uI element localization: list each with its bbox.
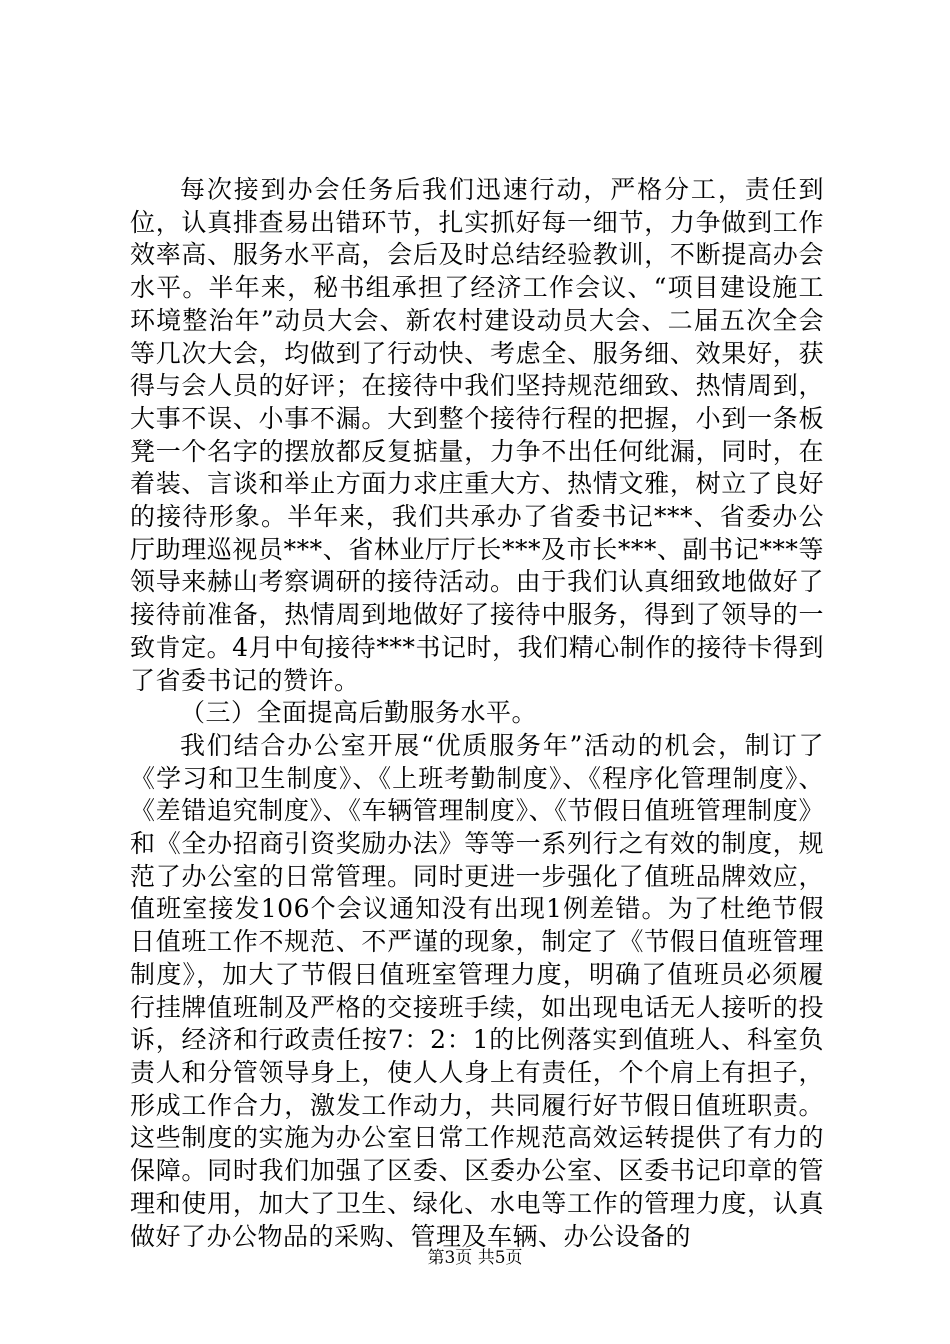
document-body <box>130 174 824 1253</box>
page-number: 第3页 共5页 <box>427 1248 523 1268</box>
page-footer <box>0 1247 950 1269</box>
paragraph-logistics-service: 我们结合办公室开展“优质服务年”活动的机会，制订了《学习和卫生制度》、《上班考勤制度》、《程序化管理制度》、《差错追究制度》、《车辆管理制度》、《节假日值班管理制度》和《全办招商引资奖励办法》等等一系列行之有效的制度，规范了办公室的日常管理。同时更进一步强化了值班品牌效应，值班室接发106个会议通知没有出现1例差错。为了杜绝节假日值班工作不规范、不严谨的现象，制定了《节假日值班管理制度》，加大了节假日值班室管理力度，明确了值班员必须履行挂牌值班制及严格的交接班手续，如出现电话无人接听的投诉，经济和行政责任按7：2：1的比例落实到值班人、科室负责人和分管领导身上，使人人身上有责任，个个肩上有担子，形成工作合力，激发工作动力，共同履行好节假日值班职责。这些制度的实施为办公室日常工作规范高效运转提供了有力的保障。同时我们加强了区委、区委办公室、区委书记印章的管理和使用，加大了卫生、绿化、水电等工作的管理力度，认真做好了办公物品的采购、管理及车辆、办公设备的 <box>130 730 824 1251</box>
paragraph-reception-work: 每次接到办会任务后我们迅速行动，严格分工，责任到位，认真排查易出错环节，扎实抓好每一细节，力争做到工作效率高、服务水平高，会后及时总结经验教训，不断提高办会水平。半年来，秘书组承担了经济工作会议、“项目建设施工环境整治年”动员大会、新农村建设动员大会、二届五次全会等几次大会，均做到了行动快、考虑全、服务细、效果好，获得与会人员的好评；在接待中我们坚持规范细致、热情周到，大事不误、小事不漏。大到整个接待行程的把握，小到一条板凳一个名字的摆放都反复掂量，力争不出任何纰漏，同时，在着装、言谈和举止方面力求庄重大方、热情文雅，树立了良好的接待形象。半年来，我们共承办了省委书记***、省委办公厅助理巡视员***、省林业厅厅长***及市长***、副书记***等领导来赫山考察调研的接待活动。由于我们认真细致地做好了接待前准备，热情周到地做好了接待中服务，得到了领导的一致肯定。4月中旬接待***书记时，我们精心制作的接待卡得到了省委书记的赞许。 <box>130 175 824 695</box>
section-heading-logistics: （三）全面提高后勤服务水平。 <box>180 698 538 728</box>
